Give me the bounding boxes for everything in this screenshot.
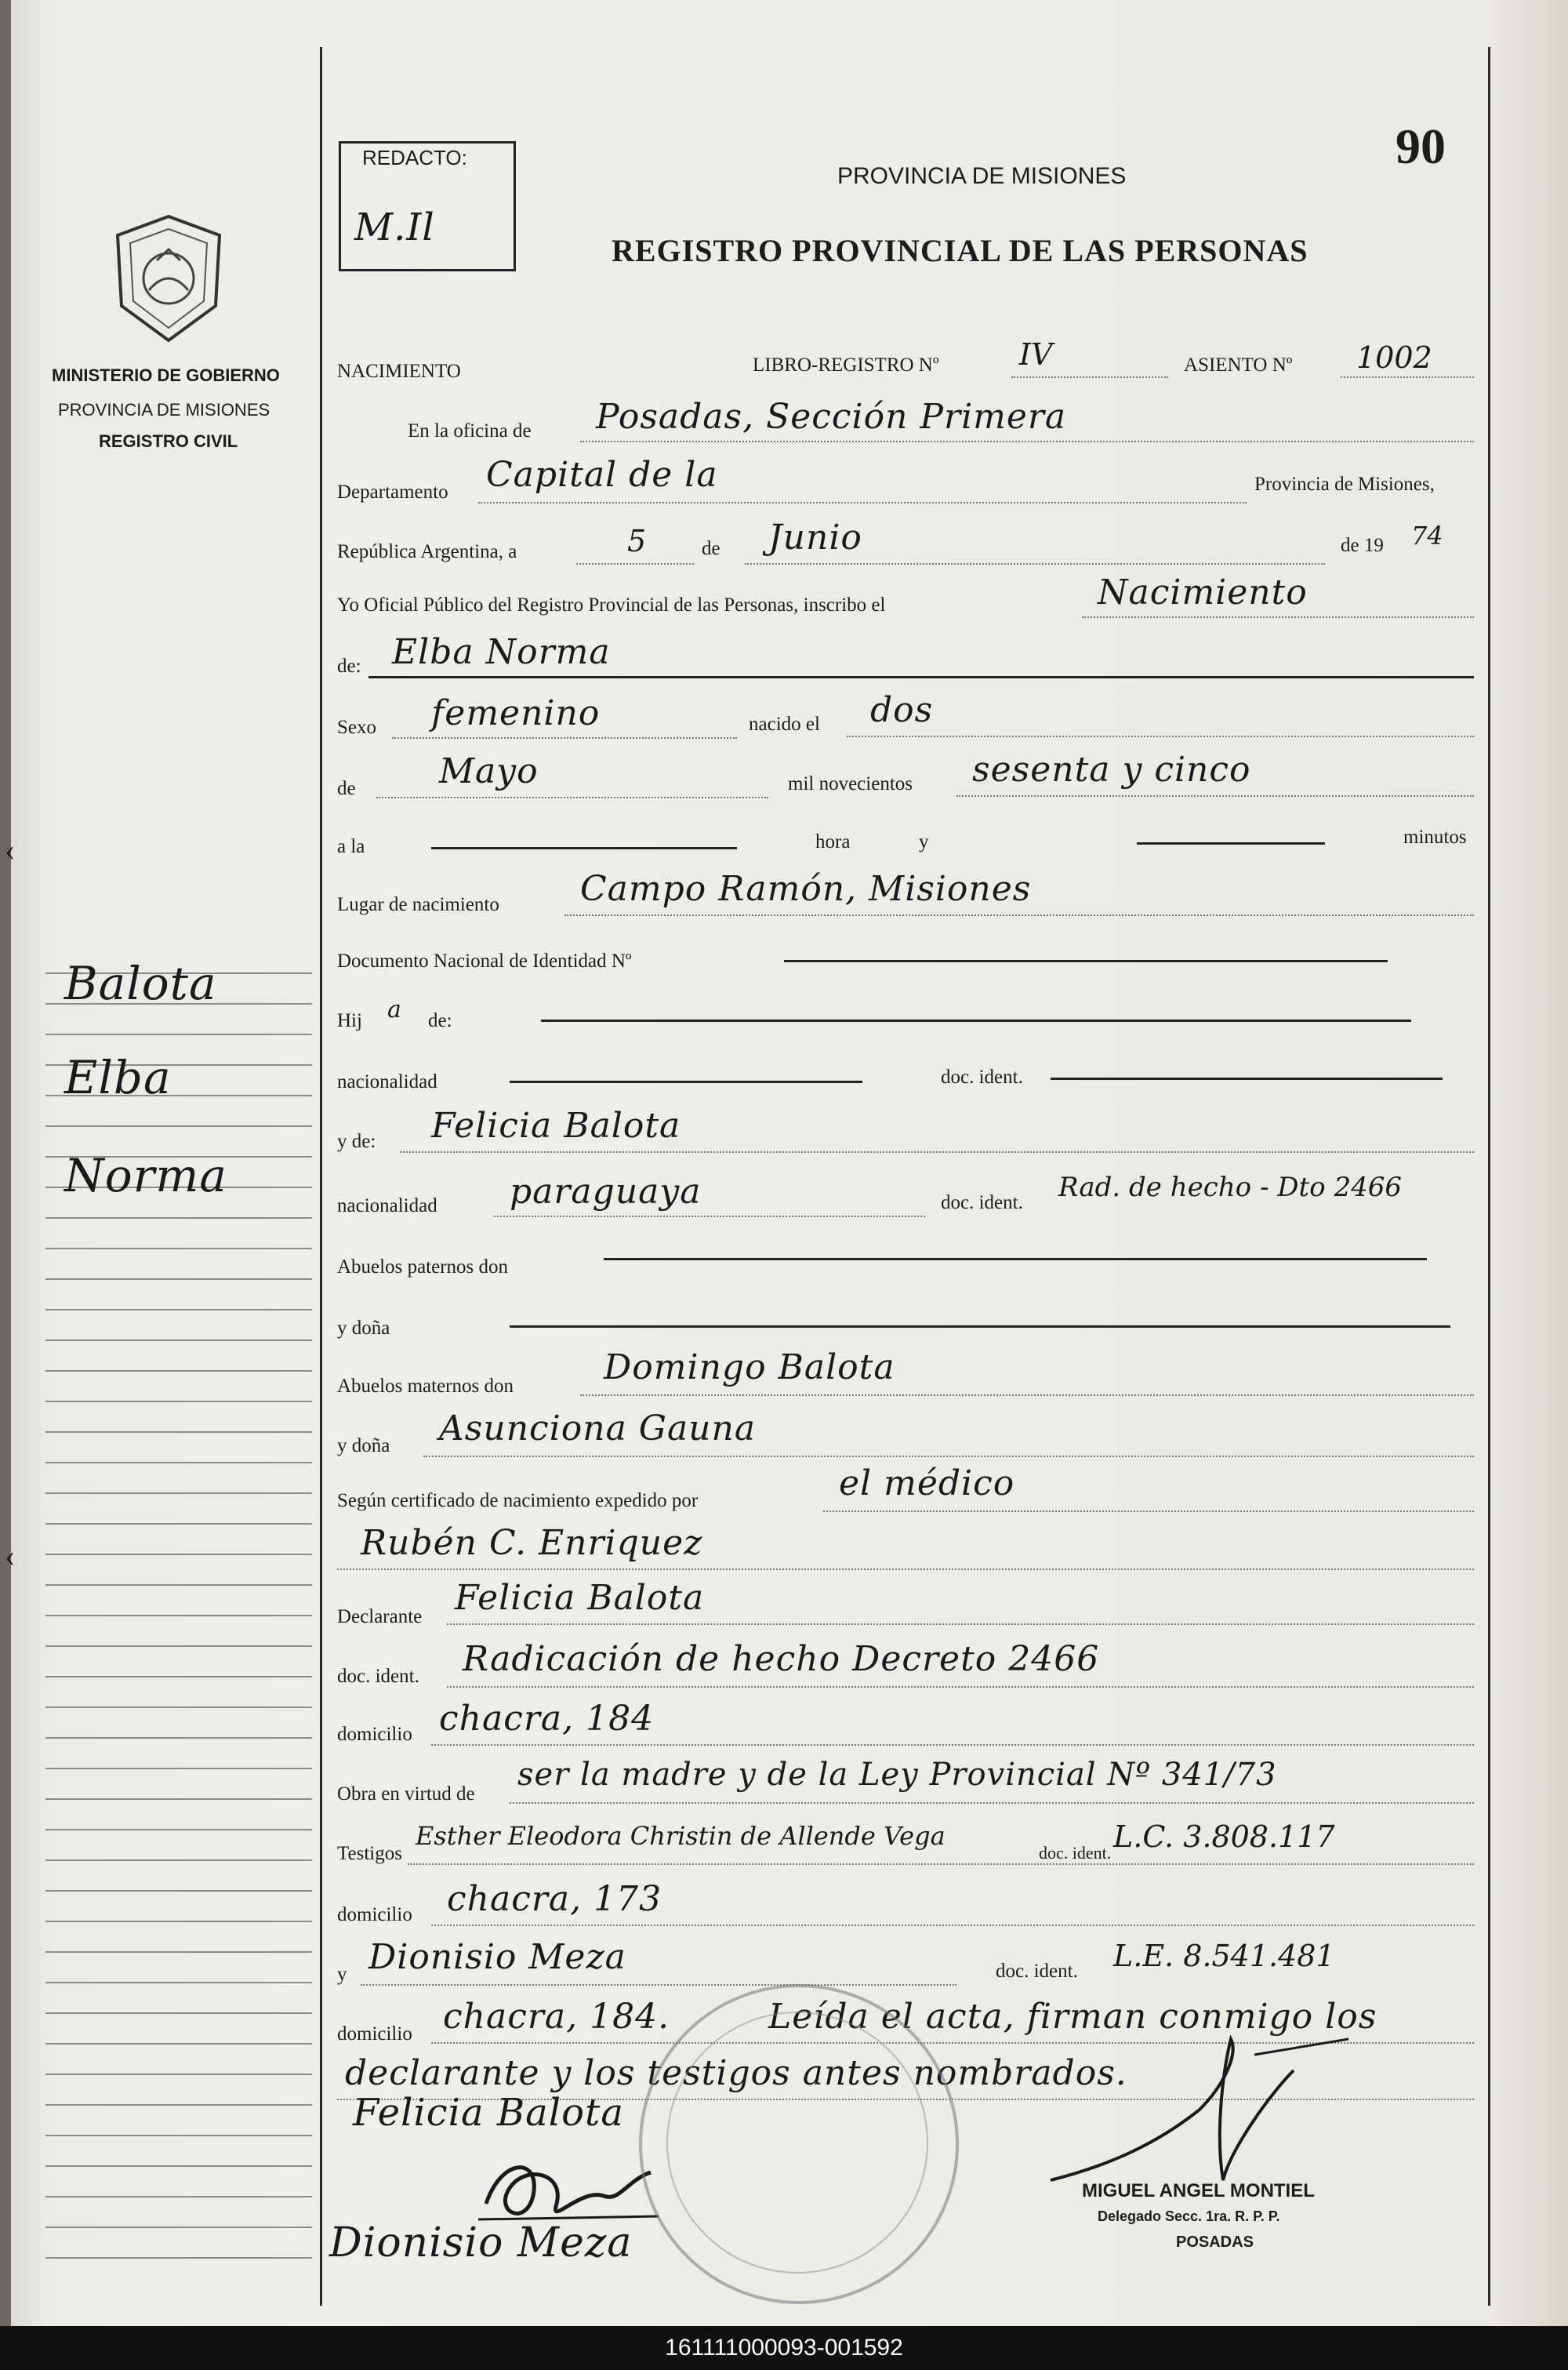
margin-rule-line [45, 1737, 312, 1739]
madre-dots [400, 1151, 1474, 1153]
margin-rule-line [45, 1921, 312, 1922]
dia-dots [576, 563, 694, 565]
domicilio-value: chacra, 184 [439, 1699, 655, 1739]
margin-rule-line [45, 1645, 312, 1647]
margin-note-name2: Norma [64, 1149, 227, 1202]
margin-rule-line [45, 1859, 312, 1861]
minutos-underline [1137, 842, 1325, 845]
hora-label: hora [815, 831, 851, 852]
libro-value: IV [1019, 337, 1053, 372]
margin-note-name1: Elba [64, 1051, 172, 1104]
doc-ident-underline [1051, 1078, 1443, 1080]
mes-dots [745, 563, 1325, 565]
anio-value: 74 [1411, 521, 1443, 551]
abuela-mat-value: Asunciona Gauna [439, 1409, 757, 1449]
testigos-label: Testigos [337, 1843, 402, 1864]
a-la-label: a la [337, 836, 365, 857]
nombre-underline [368, 676, 1474, 678]
obra-dots [510, 1802, 1474, 1804]
de2-label: de [337, 778, 356, 799]
margin-rule-line [45, 2074, 312, 2075]
hija-suffix: a [387, 996, 401, 1023]
abuelo-mat-value: Domingo Balota [604, 1347, 895, 1387]
margin-rule-line [45, 1554, 312, 1555]
asiento-label: ASIENTO Nº [1184, 354, 1293, 376]
declarante-label: Declarante [337, 1606, 423, 1627]
oficina-label: En la oficina de [408, 420, 532, 442]
anio-nac-dots [956, 795, 1474, 797]
sexo-value: femenino [431, 693, 601, 733]
testigo1-value: Esther Eleodora Christin de Allende Vega [416, 1821, 946, 1851]
nacido-dots [847, 736, 1474, 737]
abuelos-pat-underline [604, 1258, 1427, 1260]
margin-rule-line [45, 1523, 312, 1525]
margin-rule-line [45, 1707, 312, 1708]
nacionalidad2-value: paraguaya [510, 1172, 702, 1212]
doc-ident3-label: doc. ident. [337, 1666, 419, 1687]
margin-rule-line [45, 1248, 312, 1249]
official-stamp-inner [666, 2012, 928, 2274]
hija-underline [541, 1020, 1411, 1022]
redacto-label: REDACTO: [362, 146, 467, 169]
signature-official-icon [1019, 2023, 1364, 2204]
sexo-label: Sexo [337, 717, 376, 738]
margin-rule-line [45, 2135, 312, 2136]
binding-shadow [0, 0, 11, 2370]
anio-nac-value: sesenta y cinco [972, 750, 1251, 790]
departamento-value: Capital de la [486, 455, 718, 495]
margin-rule-line [45, 1768, 312, 1769]
official-name: MIGUEL ANGEL MONTIEL [1082, 2180, 1315, 2201]
testigo2-value: Dionisio Meza [368, 1937, 626, 1977]
lugar-label: Lugar de nacimiento [337, 894, 499, 915]
certificado-dots [823, 1510, 1474, 1512]
ministry-line1: MINISTERIO DE GOBIERNO [52, 365, 280, 385]
yo-oficial-dots [1082, 616, 1474, 618]
asiento-dots [1341, 376, 1474, 378]
abuela-mat-dots [423, 1456, 1474, 1457]
page-number: 90 [1396, 118, 1446, 174]
declarante-dots [447, 1623, 1474, 1625]
margin-rule-line [45, 2043, 312, 2045]
ministry-line2: PROVINCIA DE MISIONES [58, 400, 270, 420]
nacido-value: dos [870, 690, 934, 730]
de-nombre-label: de: [337, 656, 361, 677]
y-dona-label: y doña [337, 1318, 390, 1339]
margin-rule-line [45, 2165, 312, 2167]
margin-rule-line [45, 1370, 312, 1372]
madre-value: Felicia Balota [431, 1106, 681, 1146]
mes-value: Junio [768, 518, 862, 558]
y-label: y [919, 831, 929, 852]
abuelo-mat-dots [580, 1394, 1474, 1396]
header-registry: REGISTRO PROVINCIAL DE LAS PERSONAS [612, 233, 1308, 268]
margin-rule-line [45, 1462, 312, 1463]
header-province: PROVINCIA DE MISIONES [837, 163, 1127, 189]
obra-value: ser la madre y de la Ley Provincial Nº 341/73 [517, 1757, 1277, 1793]
tick-mark-icon: ‹ [5, 832, 16, 867]
doc-ident4-value: L.C. 3.808.117 [1113, 1819, 1335, 1854]
margin-rule-line [45, 1431, 312, 1433]
certificado-label: Según certificado de nacimiento expedido por [337, 1490, 699, 1511]
official-city: POSADAS [1176, 2234, 1254, 2251]
margin-rule-line [45, 1278, 312, 1280]
doc-ident-label: doc. ident. [941, 1067, 1023, 1088]
signature-declarante: Felicia Balota [353, 2091, 624, 2135]
a-la-underline [431, 847, 737, 849]
mil-label: mil novecientos [788, 773, 913, 794]
nacido-label: nacido el [749, 714, 820, 735]
leida-value2: declarante y los testigos antes nombrados. [345, 2053, 1127, 2093]
nombre-value: Elba Norma [392, 632, 611, 672]
y2-label: y [337, 1964, 347, 1985]
abuelos-mat-label: Abuelos maternos don [337, 1376, 514, 1397]
doc-ident4-label: doc. ident. [1039, 1843, 1112, 1863]
margin-rule-line [45, 2196, 312, 2197]
lugar-value: Campo Ramón, Misiones [580, 869, 1032, 909]
margin-rule-line [45, 1584, 312, 1586]
anio-label: de 19 [1341, 535, 1384, 556]
sexo-dots [392, 737, 737, 739]
nacionalidad2-dots [494, 1216, 925, 1217]
doc-ident2-value: Rad. de hecho - Dto 2466 [1058, 1172, 1402, 1203]
redacto-value: M.Il [354, 205, 435, 249]
departamento-dots [478, 502, 1247, 503]
left-margin-line [320, 47, 322, 2306]
dni-label: Documento Nacional de Identidad Nº [337, 951, 632, 972]
margin-rule-line [45, 1982, 312, 1983]
hija-label: Hij [337, 1010, 362, 1031]
margin-rule-line [45, 1676, 312, 1678]
hija-de-label: de: [428, 1010, 452, 1031]
margin-rule-line [45, 2226, 312, 2228]
domicilio2-label: domicilio [337, 1904, 412, 1925]
lugar-dots [564, 914, 1474, 916]
right-margin-line [1488, 47, 1490, 2306]
medico-value: Rubén C. Enriquez [361, 1523, 703, 1563]
margin-rule-line [45, 1890, 312, 1892]
footer-id-bar: 161111000093-001592 [0, 2326, 1568, 2370]
republica-label: República Argentina, a [337, 541, 517, 562]
margin-rule-line [45, 2104, 312, 2106]
testigo2-dots [361, 1984, 956, 1986]
dia-value: 5 [627, 524, 647, 558]
margin-rule-line [45, 1339, 312, 1341]
ministry-seal-icon [110, 212, 227, 345]
leida-value: Leída el acta, firman conmigo los [768, 1997, 1377, 2037]
doc-ident5-value: L.E. 8.541.481 [1113, 1939, 1335, 1973]
de-label: de [702, 538, 720, 559]
y-de-label: y de: [337, 1131, 376, 1152]
minutos-label: minutos [1403, 827, 1467, 848]
domicilio3-value: chacra, 184. [443, 1997, 670, 2037]
nacionalidad-underline [510, 1081, 862, 1083]
yo-oficial-label: Yo Oficial Público del Registro Provincial de las Personas, inscribo el [337, 594, 886, 616]
nacimiento-label: NACIMIENTO [337, 361, 461, 382]
margin-rule-line [45, 1034, 312, 1035]
libro-label: LIBRO-REGISTRO Nº [753, 354, 939, 376]
obra-label: Obra en virtud de [337, 1783, 475, 1805]
yo-oficial-value: Nacimiento [1098, 573, 1308, 612]
certificado-value: el médico [839, 1463, 1015, 1503]
domicilio-label: domicilio [337, 1724, 412, 1745]
margin-note-surname: Balota [64, 957, 217, 1010]
oficina-value: Posadas, Sección Primera [596, 397, 1067, 437]
ministry-line3: REGISTRO CIVIL [99, 431, 238, 451]
margin-rule-line [45, 1401, 312, 1402]
libro-dots [1011, 376, 1168, 378]
dni-underline [784, 960, 1388, 962]
margin-rule-line [45, 1615, 312, 1616]
domicilio-dots [431, 1744, 1474, 1746]
provincia-label: Provincia de Misiones, [1254, 474, 1435, 495]
y-dona-underline [510, 1325, 1450, 1328]
domicilio3-label: domicilio [337, 2023, 412, 2045]
mes-nac-value: Mayo [439, 751, 539, 791]
nacionalidad-label: nacionalidad [337, 1071, 437, 1092]
y-dona2-label: y doña [337, 1435, 390, 1456]
asiento-value: 1002 [1356, 340, 1432, 375]
domicilio2-dots [431, 1925, 1474, 1926]
doc-ident3-dots [447, 1686, 1474, 1688]
margin-rule-line [45, 1125, 312, 1127]
medico-dots [337, 1568, 1474, 1570]
declarante-value: Felicia Balota [455, 1578, 705, 1618]
tick-mark-icon: ‹ [5, 1538, 16, 1573]
margin-rule-line [45, 1217, 312, 1219]
nacionalidad2-label: nacionalidad [337, 1195, 437, 1216]
margin-rule-line [45, 1309, 312, 1310]
doc-ident5-label: doc. ident. [996, 1961, 1078, 1982]
margin-rule-line [45, 1951, 312, 1953]
departamento-label: Departamento [337, 482, 448, 503]
abuelos-pat-label: Abuelos paternos don [337, 1256, 509, 1278]
signature-witness2: Dionisio Meza [329, 2219, 633, 2266]
margin-rule-line [45, 1492, 312, 1494]
official-role: Delegado Secc. 1ra. R. P. P. [1098, 2208, 1280, 2224]
margin-rule-line [45, 2012, 312, 2014]
margin-rule-line [45, 1829, 312, 1830]
domicilio2-value: chacra, 173 [447, 1879, 662, 1919]
doc-ident2-label: doc. ident. [941, 1192, 1023, 1213]
doc-ident3-value: Radicación de hecho Decreto 2466 [463, 1639, 1100, 1679]
testigo1-dots [408, 1863, 1474, 1865]
mes-nac-dots [376, 797, 768, 798]
margin-rule-line [45, 1798, 312, 1800]
margin-rule-line [45, 2257, 312, 2259]
oficina-dots [580, 441, 1474, 442]
